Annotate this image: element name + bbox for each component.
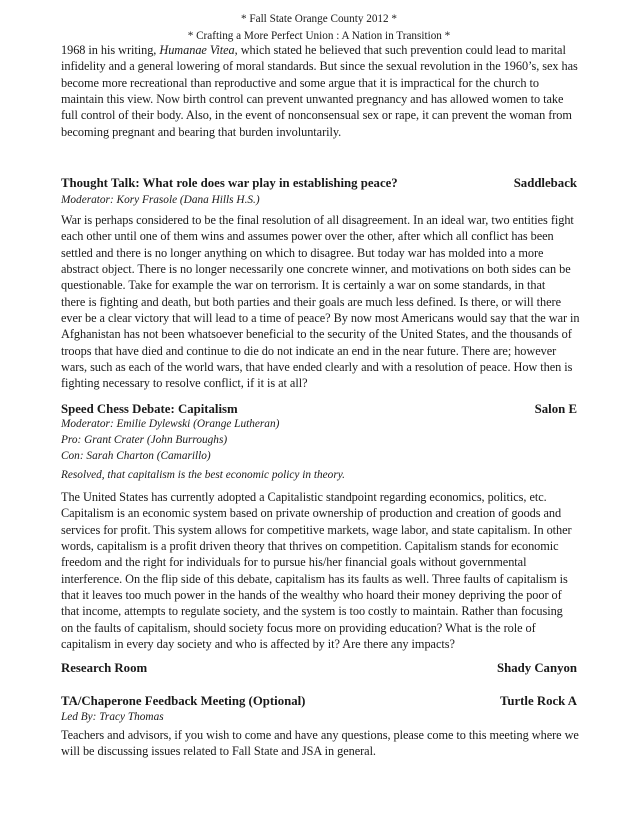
- paragraph-line: on the faults of capitalism, should society focus more on providing education? What is the role of: [61, 620, 536, 635]
- paragraph-line: capitalism in every day society and who is affected by it? Are there any impacts?: [61, 637, 455, 652]
- resolution-statement: [61, 468, 578, 484]
- intro-paragraph: [61, 42, 578, 140]
- thought-talk-paragraph: [61, 212, 578, 392]
- session-room: Saddleback: [513, 176, 577, 190]
- moderator-line: Moderator: Kory Frasole (Dana Hills H.S.): [61, 194, 260, 206]
- paragraph-line: each other until one of them wins and assumes power over the other, after which all conflict has been: [61, 229, 554, 244]
- paragraph-line: fighting necessary to resolve conflict, if it is at all?: [61, 376, 308, 391]
- feedback-meta: [61, 710, 578, 726]
- paragraph-line: wars, such as each of the world wars, that have ended clearly and with a resolution of peace. How then is: [61, 360, 573, 375]
- intro-line: [61, 42, 578, 58]
- paragraph-line: there is fighting and death, but both parties and their goals are much less defined. Is there, or will there: [61, 294, 561, 309]
- running-header-event: * Fall State Orange County 2012 *: [241, 13, 397, 25]
- session-title: Speed Chess Debate: Capitalism: [61, 402, 238, 416]
- session-room: Salon E: [534, 402, 577, 416]
- paragraph-line: Teachers and advisors, if you wish to come and have any questions, please come to this meeting where we: [61, 728, 579, 742]
- intro-line-text: 1968 in his writing,: [61, 43, 160, 57]
- paragraph-line: that income, attempts to regulate society, and the system is too costly to maintain. Rather than focusing: [61, 604, 563, 619]
- paragraph-line: interference. On the flip side of this debate, capitalism has its faults as well. Three faults of capitalism is: [61, 571, 568, 586]
- speed-chess-meta: [61, 417, 578, 464]
- paragraph-line: will be discussing issues related to Fall State and JSA in general.: [61, 744, 376, 759]
- paragraph-line: The United States has currently adopted a Capitalistic standpoint regarding economics, politics, etc.: [61, 490, 547, 504]
- paragraph-line: words, capitalism is a profit driven theory that thrives on competition. Capitalism stands for economic: [61, 539, 559, 554]
- thought-talk-meta: [61, 193, 578, 209]
- led-by-line: Led By: Tracy Thomas: [61, 711, 164, 723]
- intro-line-text: , which stated he believed that such prevention could lead to marital: [234, 43, 566, 57]
- paragraph-line: abstract object. There is no longer necessarily one concrete winner, and motivations on both sides can be: [61, 262, 571, 277]
- paragraph-line: settled and there is no longer anything on which to disagree. But today war has molded into a more: [61, 245, 544, 260]
- pro-speaker-line: Pro: Grant Crater (John Burroughs): [61, 433, 228, 446]
- session-title: Research Room: [61, 661, 148, 675]
- running-header-theme: * Crafting a More Perfect Union : A Nation in Transition *: [187, 30, 451, 42]
- book-title: Humanae Vitea: [159, 43, 235, 57]
- con-speaker-line: Con: Sarah Charton (Camarillo): [61, 449, 211, 462]
- session-title: Thought Talk: What role does war play in establishing peace?: [61, 176, 398, 190]
- intro-line: maintain this view. Now birth control can prevent unwanted pregnancy and has allowed women to take: [61, 92, 564, 107]
- intro-line: full control of their body. Also, in the event of nonconsensual sex or rape, it can prevent the woman from: [61, 108, 572, 123]
- paragraph-line: ever be a clear victory that will lead to a time of peace? By now most Americans would say that the war in: [61, 311, 580, 326]
- paragraph-line: services for profit. This system allows for competitive markets, wage labor, and state capitalism. In other: [61, 522, 572, 537]
- paragraph-line: freedom and the right for individuals for to pursue his/her financial goals without governmental: [61, 555, 527, 570]
- session-room: Turtle Rock A: [499, 694, 577, 708]
- paragraph-line: War is perhaps considered to be the final resolution of all disagreement. In an ideal war, two entities fight: [61, 213, 574, 227]
- paragraph-line: questionable. Take for example the war on terrorism. It is certainly a war on some standards, in that: [61, 278, 546, 293]
- intro-line: becoming pregnant and bearing that burden involuntarily.: [61, 124, 342, 139]
- feedback-paragraph: [61, 727, 578, 760]
- paragraph-line: Afghanistan has not been whatsoever beneficial to the security of the United States, and the thousands of: [61, 327, 572, 342]
- paragraph-line: troops that have died and continue to die do not indicate an end in the near future. There are; however: [61, 343, 557, 358]
- resolved-line: Resolved, that capitalism is the best economic policy in theory.: [61, 469, 345, 481]
- paragraph-line: Capitalism is an economic system based on private ownership of production and creation of goods and: [61, 506, 562, 521]
- speed-chess-paragraph: [61, 489, 578, 652]
- intro-line: infidelity and a general lowering of moral standards. But since the sexual revolution in the 1960’s, sex has: [61, 59, 578, 74]
- paragraph-line: that it leaves too much power in the hands of the wealthy who hoard their money depriving the poor of: [61, 588, 562, 603]
- session-room: Shady Canyon: [496, 661, 577, 675]
- moderator-line: Moderator: Emilie Dylewski (Orange Lutheran): [61, 418, 280, 430]
- intro-line: become more recreational than reproductive and some argue that it is impractical for the church to: [61, 75, 540, 90]
- session-title: TA/Chaperone Feedback Meeting (Optional): [61, 694, 306, 708]
